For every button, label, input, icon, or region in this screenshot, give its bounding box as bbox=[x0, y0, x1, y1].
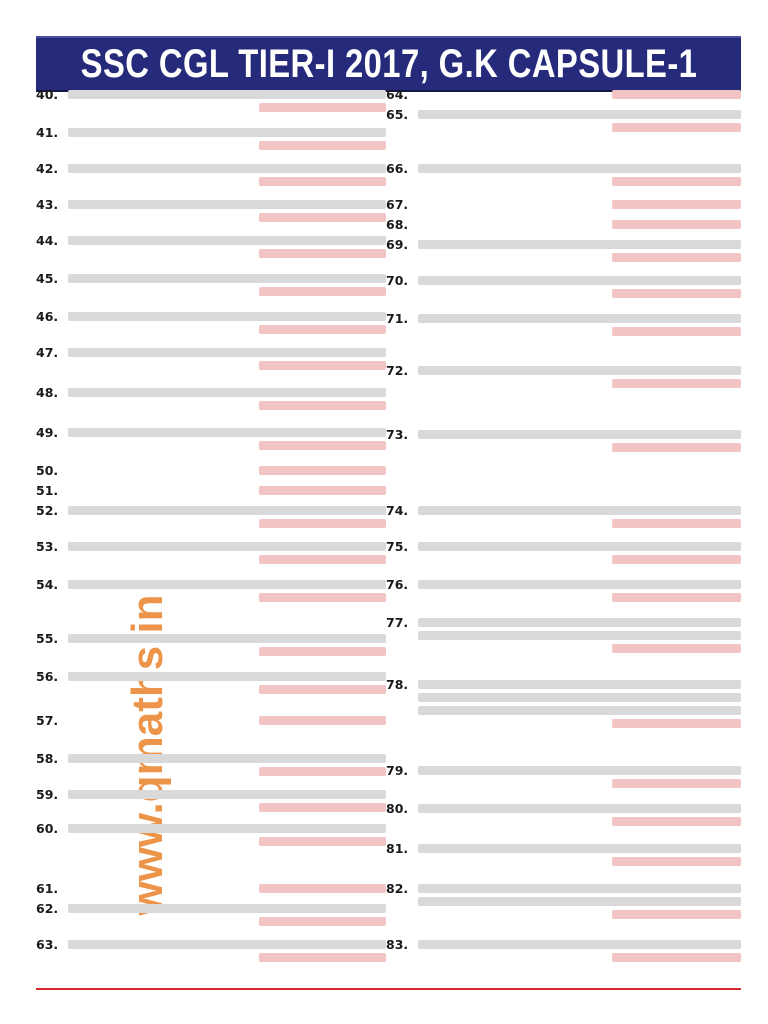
question-number: 75. bbox=[386, 539, 409, 554]
question-text-placeholder bbox=[68, 308, 386, 334]
question-number: 41. bbox=[36, 125, 59, 140]
question-item bbox=[36, 344, 386, 370]
answer-line-placeholder bbox=[259, 401, 386, 410]
question-text-placeholder bbox=[68, 712, 386, 730]
answer-line-placeholder bbox=[612, 220, 741, 229]
question-text-placeholder bbox=[68, 630, 386, 656]
answer-line-placeholder bbox=[259, 103, 386, 112]
answer-line-placeholder bbox=[612, 327, 741, 336]
question-number: 51. bbox=[36, 483, 59, 498]
text-line-placeholder bbox=[418, 506, 741, 515]
question-number: 56. bbox=[36, 669, 59, 684]
question-item bbox=[386, 196, 741, 214]
answer-line-placeholder bbox=[259, 884, 386, 893]
text-line-placeholder bbox=[68, 634, 386, 643]
question-item bbox=[36, 576, 386, 602]
question-text-placeholder bbox=[68, 384, 386, 410]
page-title: SSC CGL TIER-I 2017, G.K CAPSULE-1 bbox=[80, 41, 697, 86]
question-text-placeholder bbox=[418, 762, 741, 788]
answer-line-placeholder bbox=[259, 593, 386, 602]
question-number: 80. bbox=[386, 801, 409, 816]
question-text-placeholder bbox=[418, 310, 741, 336]
question-number: 53. bbox=[36, 539, 59, 554]
text-line-placeholder bbox=[68, 274, 386, 283]
text-line-placeholder bbox=[418, 618, 741, 627]
question-text-placeholder bbox=[418, 86, 741, 104]
question-number: 62. bbox=[36, 901, 59, 916]
question-item bbox=[386, 880, 741, 919]
text-line-placeholder bbox=[418, 844, 741, 853]
question-item bbox=[36, 86, 386, 112]
text-line-placeholder bbox=[418, 897, 741, 906]
answer-line-placeholder bbox=[259, 519, 386, 528]
question-text-placeholder bbox=[68, 936, 386, 962]
question-text-placeholder bbox=[68, 270, 386, 296]
page-title-banner bbox=[36, 36, 741, 92]
answer-line-placeholder bbox=[612, 90, 741, 99]
text-line-placeholder bbox=[418, 542, 741, 551]
question-item bbox=[36, 936, 386, 962]
text-line-placeholder bbox=[418, 430, 741, 439]
question-item bbox=[386, 272, 741, 298]
question-number: 73. bbox=[386, 427, 409, 442]
question-item bbox=[36, 538, 386, 564]
text-line-placeholder bbox=[68, 128, 386, 137]
question-number: 47. bbox=[36, 345, 59, 360]
question-number: 50. bbox=[36, 463, 59, 478]
text-line-placeholder bbox=[418, 580, 741, 589]
question-number: 40. bbox=[36, 87, 59, 102]
question-text-placeholder bbox=[68, 124, 386, 150]
question-item bbox=[36, 668, 386, 694]
question-number: 72. bbox=[386, 363, 409, 378]
answer-line-placeholder bbox=[612, 177, 741, 186]
text-line-placeholder bbox=[68, 388, 386, 397]
question-item bbox=[386, 576, 741, 602]
question-item bbox=[36, 750, 386, 776]
question-item bbox=[386, 800, 741, 826]
question-item bbox=[36, 124, 386, 150]
text-line-placeholder bbox=[68, 580, 386, 589]
text-line-placeholder bbox=[418, 276, 741, 285]
question-text-placeholder bbox=[68, 232, 386, 258]
answer-line-placeholder bbox=[259, 361, 386, 370]
question-number: 55. bbox=[36, 631, 59, 646]
text-line-placeholder bbox=[418, 884, 741, 893]
question-item bbox=[386, 362, 741, 388]
question-item bbox=[386, 236, 741, 262]
answer-line-placeholder bbox=[259, 213, 386, 222]
question-number: 54. bbox=[36, 577, 59, 592]
answer-line-placeholder bbox=[612, 519, 741, 528]
question-number: 66. bbox=[386, 161, 409, 176]
text-line-placeholder bbox=[68, 312, 386, 321]
question-text-placeholder bbox=[418, 426, 741, 452]
question-text-placeholder bbox=[418, 196, 741, 214]
question-text-placeholder bbox=[68, 502, 386, 528]
text-line-placeholder bbox=[418, 164, 741, 173]
question-number: 58. bbox=[36, 751, 59, 766]
question-text-placeholder bbox=[68, 900, 386, 926]
question-number: 67. bbox=[386, 197, 409, 212]
question-text-placeholder bbox=[418, 362, 741, 388]
answer-line-placeholder bbox=[259, 287, 386, 296]
question-number: 48. bbox=[36, 385, 59, 400]
question-item bbox=[386, 216, 741, 234]
question-number: 83. bbox=[386, 937, 409, 952]
answer-line-placeholder bbox=[612, 443, 741, 452]
text-line-placeholder bbox=[418, 680, 741, 689]
answer-line-placeholder bbox=[259, 177, 386, 186]
answer-line-placeholder bbox=[259, 803, 386, 812]
question-text-placeholder bbox=[68, 880, 386, 898]
question-text-placeholder bbox=[68, 820, 386, 846]
question-number: 78. bbox=[386, 677, 409, 692]
text-line-placeholder bbox=[68, 164, 386, 173]
question-item bbox=[36, 880, 386, 898]
question-number: 60. bbox=[36, 821, 59, 836]
question-number: 46. bbox=[36, 309, 59, 324]
answer-line-placeholder bbox=[612, 200, 741, 209]
question-text-placeholder bbox=[68, 786, 386, 812]
question-item bbox=[386, 676, 741, 728]
answer-line-placeholder bbox=[259, 141, 386, 150]
question-item bbox=[386, 160, 741, 186]
question-number: 79. bbox=[386, 763, 409, 778]
text-line-placeholder bbox=[68, 428, 386, 437]
question-item bbox=[36, 630, 386, 656]
answer-line-placeholder bbox=[259, 767, 386, 776]
text-line-placeholder bbox=[68, 236, 386, 245]
question-item bbox=[36, 502, 386, 528]
answer-line-placeholder bbox=[259, 917, 386, 926]
question-item bbox=[36, 786, 386, 812]
answer-line-placeholder bbox=[612, 123, 741, 132]
question-item bbox=[36, 196, 386, 222]
question-text-placeholder bbox=[68, 482, 386, 500]
question-text-placeholder bbox=[68, 424, 386, 450]
answer-line-placeholder bbox=[612, 910, 741, 919]
question-item bbox=[36, 712, 386, 730]
question-text-placeholder bbox=[418, 106, 741, 132]
question-number: 61. bbox=[36, 881, 59, 896]
question-item bbox=[36, 900, 386, 926]
question-number: 52. bbox=[36, 503, 59, 518]
question-item bbox=[386, 614, 741, 653]
question-text-placeholder bbox=[418, 614, 741, 653]
question-text-placeholder bbox=[418, 576, 741, 602]
answer-line-placeholder bbox=[259, 685, 386, 694]
question-text-placeholder bbox=[418, 936, 741, 962]
text-line-placeholder bbox=[68, 506, 386, 515]
question-number: 65. bbox=[386, 107, 409, 122]
question-text-placeholder bbox=[418, 840, 741, 866]
question-number: 69. bbox=[386, 237, 409, 252]
question-item bbox=[36, 424, 386, 450]
answer-line-placeholder bbox=[259, 325, 386, 334]
text-line-placeholder bbox=[68, 754, 386, 763]
question-text-placeholder bbox=[418, 236, 741, 262]
question-number: 81. bbox=[386, 841, 409, 856]
question-number: 63. bbox=[36, 937, 59, 952]
question-item bbox=[386, 840, 741, 866]
answer-line-placeholder bbox=[612, 719, 741, 728]
question-text-placeholder bbox=[68, 344, 386, 370]
question-text-placeholder bbox=[418, 800, 741, 826]
answer-line-placeholder bbox=[259, 486, 386, 495]
question-text-placeholder bbox=[418, 502, 741, 528]
question-item bbox=[386, 762, 741, 788]
question-item bbox=[386, 106, 741, 132]
question-number: 44. bbox=[36, 233, 59, 248]
question-number: 49. bbox=[36, 425, 59, 440]
answer-line-placeholder bbox=[259, 441, 386, 450]
text-line-placeholder bbox=[418, 631, 741, 640]
question-number: 77. bbox=[386, 615, 409, 630]
text-line-placeholder bbox=[68, 348, 386, 357]
answer-line-placeholder bbox=[612, 253, 741, 262]
question-item bbox=[386, 538, 741, 564]
text-line-placeholder bbox=[68, 542, 386, 551]
answer-line-placeholder bbox=[259, 647, 386, 656]
bottom-divider bbox=[36, 988, 741, 990]
question-item bbox=[386, 502, 741, 528]
question-item bbox=[36, 160, 386, 186]
question-item bbox=[36, 820, 386, 846]
question-item bbox=[36, 384, 386, 410]
text-line-placeholder bbox=[418, 766, 741, 775]
question-item bbox=[36, 232, 386, 258]
answer-line-placeholder bbox=[612, 555, 741, 564]
answer-line-placeholder bbox=[612, 779, 741, 788]
question-text-placeholder bbox=[418, 538, 741, 564]
text-line-placeholder bbox=[68, 790, 386, 799]
answer-line-placeholder bbox=[612, 289, 741, 298]
text-line-placeholder bbox=[68, 940, 386, 949]
question-number: 45. bbox=[36, 271, 59, 286]
question-text-placeholder bbox=[68, 86, 386, 112]
question-text-placeholder bbox=[68, 538, 386, 564]
answer-line-placeholder bbox=[259, 555, 386, 564]
answer-line-placeholder bbox=[259, 953, 386, 962]
question-item bbox=[36, 308, 386, 334]
text-line-placeholder bbox=[418, 804, 741, 813]
question-text-placeholder bbox=[68, 160, 386, 186]
answer-line-placeholder bbox=[612, 857, 741, 866]
text-line-placeholder bbox=[68, 824, 386, 833]
question-number: 42. bbox=[36, 161, 59, 176]
question-item bbox=[36, 482, 386, 500]
text-line-placeholder bbox=[418, 110, 741, 119]
question-text-placeholder bbox=[418, 216, 741, 234]
question-number: 74. bbox=[386, 503, 409, 518]
question-text-placeholder bbox=[68, 668, 386, 694]
text-line-placeholder bbox=[68, 200, 386, 209]
question-text-placeholder bbox=[68, 196, 386, 222]
question-number: 76. bbox=[386, 577, 409, 592]
question-number: 64. bbox=[386, 87, 409, 102]
text-line-placeholder bbox=[418, 706, 741, 715]
question-text-placeholder bbox=[418, 880, 741, 919]
question-text-placeholder bbox=[418, 160, 741, 186]
question-item bbox=[386, 426, 741, 452]
question-text-placeholder bbox=[418, 272, 741, 298]
text-line-placeholder bbox=[68, 672, 386, 681]
text-line-placeholder bbox=[418, 366, 741, 375]
text-line-placeholder bbox=[68, 904, 386, 913]
answer-line-placeholder bbox=[612, 817, 741, 826]
text-line-placeholder bbox=[418, 240, 741, 249]
text-line-placeholder bbox=[418, 940, 741, 949]
question-item bbox=[36, 462, 386, 480]
question-item bbox=[36, 270, 386, 296]
text-line-placeholder bbox=[418, 314, 741, 323]
question-number: 43. bbox=[36, 197, 59, 212]
answer-line-placeholder bbox=[612, 953, 741, 962]
question-text-placeholder bbox=[68, 750, 386, 776]
question-number: 70. bbox=[386, 273, 409, 288]
answer-line-placeholder bbox=[612, 644, 741, 653]
question-number: 71. bbox=[386, 311, 409, 326]
answer-line-placeholder bbox=[259, 466, 386, 475]
question-number: 59. bbox=[36, 787, 59, 802]
question-number: 68. bbox=[386, 217, 409, 232]
answer-line-placeholder bbox=[259, 249, 386, 258]
answer-line-placeholder bbox=[612, 593, 741, 602]
question-item bbox=[386, 310, 741, 336]
answer-line-placeholder bbox=[612, 379, 741, 388]
text-line-placeholder bbox=[68, 90, 386, 99]
text-line-placeholder bbox=[418, 693, 741, 702]
question-text-placeholder bbox=[68, 462, 386, 480]
answer-line-placeholder bbox=[259, 837, 386, 846]
question-item bbox=[386, 86, 741, 104]
question-text-placeholder bbox=[418, 676, 741, 728]
question-item bbox=[386, 936, 741, 962]
question-text-placeholder bbox=[68, 576, 386, 602]
question-number: 82. bbox=[386, 881, 409, 896]
answer-line-placeholder bbox=[259, 716, 386, 725]
question-number: 57. bbox=[36, 713, 59, 728]
